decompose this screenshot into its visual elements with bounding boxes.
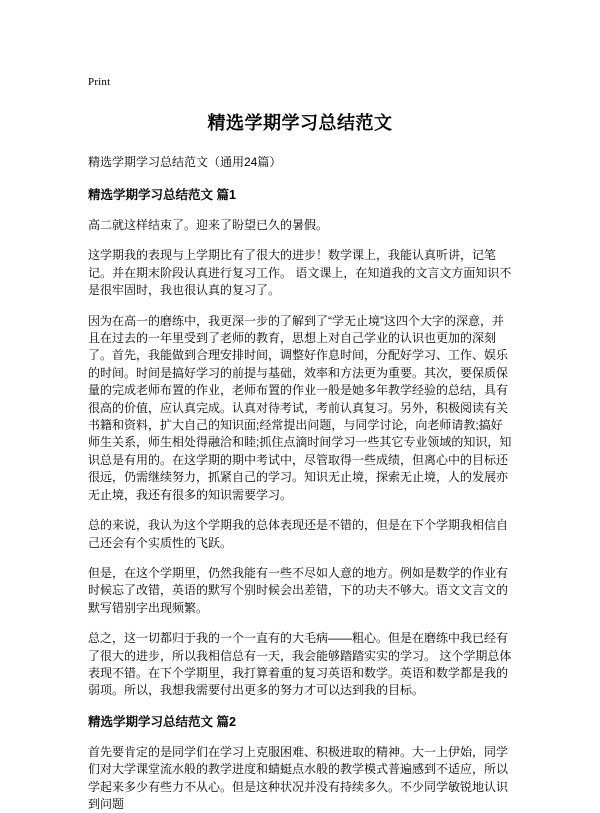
section-heading: 精选学期学习总结范文 篇1 <box>88 188 236 202</box>
paragraph: 总之，这一切都归于我的一个一直有的大毛病——粗心。但是在磨练中我已经有了很大的进步，所以我相信总有一天，我会能够踏踏实实的学习。 这个学期总体表现不错。在下个学期里，我打算着重的复习英语和数学。英语和数学都是我的弱项。所以，我想我需要付出更多的努力才可以达到我的目标。 <box>88 631 512 698</box>
paragraph: 因为在高一的磨练中，我更深一步的了解到了“学无止境”这四个大字的深意，并且在过去的一年里受到了老师的教育，思想上对自己学业的认识也更加的深刻了。首先，我能做到合理安排时间，调整好作息时间，分配好学习、工作、娱乐的时间。时间是搞好学习的前提与基础，效率和方法更为重要。其次，要保质保量的完成老师布置的作业，老师布置的作业一般是她多年教学经验的总结，具有很高的价值，应认真完成。认真对待考试，考前认真复习。另外，积极阅读有关书籍和资料，扩大自己的知识面;经常提出问题，与同学讨论，向老师请教;搞好师生关系，师生相处得融洽和睦;抓住点滴时间学习一些其它专业领域的知识，知识总是有用的。在这学期的期中考试中，尽管取得一些成绩，但离心中的目标还很远，仍需继续努力，抓紧自己的学习。知识无止境，探索无止境，人的发展亦无止境，我还有很多的知识需要学习。 <box>88 313 512 502</box>
page-title: 精选学期学习总结范文 <box>207 113 393 133</box>
paragraph: 这学期我的表现与上学期比有了很大的进步！数学课上，我能认真听讲，记笔记。并在期末阶段认真进行复习工作。 语文课上，在知道我的文言文方面知识不是很牢固时，我也很认真的复习了。 <box>88 248 512 298</box>
paragraph: 首先要肯定的是同学们在学习上克服困难、积极进取的精神。大一上伊始，同学们对大学课堂流水般的教学进度和蜻蜓点水般的教学模式普遍感到不适应，所以学起来多少有些力不从心。但是这种状况并没有持续多久。不少同学敏锐地认识到问题 <box>88 744 509 811</box>
section-heading: 精选学期学习总结范文 篇2 <box>88 714 236 729</box>
paragraph: 高二就这样结束了。迎来了盼望已久的暑假。 <box>88 218 329 232</box>
document-subtitle: 精选学期学习总结范文（通用24篇） <box>88 155 282 169</box>
print-link[interactable]: Print <box>88 76 111 88</box>
paragraph: 但是，在这个学期里，仍然我能有一些不尽如人意的地方。例如是数学的作业有时候忘了改错，英语的默写个别时候会出差错，下的功夫不够大。语文文言文的默写错别字出现频繁。 <box>88 565 509 615</box>
document-body <box>88 186 512 813</box>
paragraph: 总的来说，我认为这个学期我的总体表现还是不错的，但是在下个学期我相信自己还会有个实质性的飞跃。 <box>88 518 509 550</box>
